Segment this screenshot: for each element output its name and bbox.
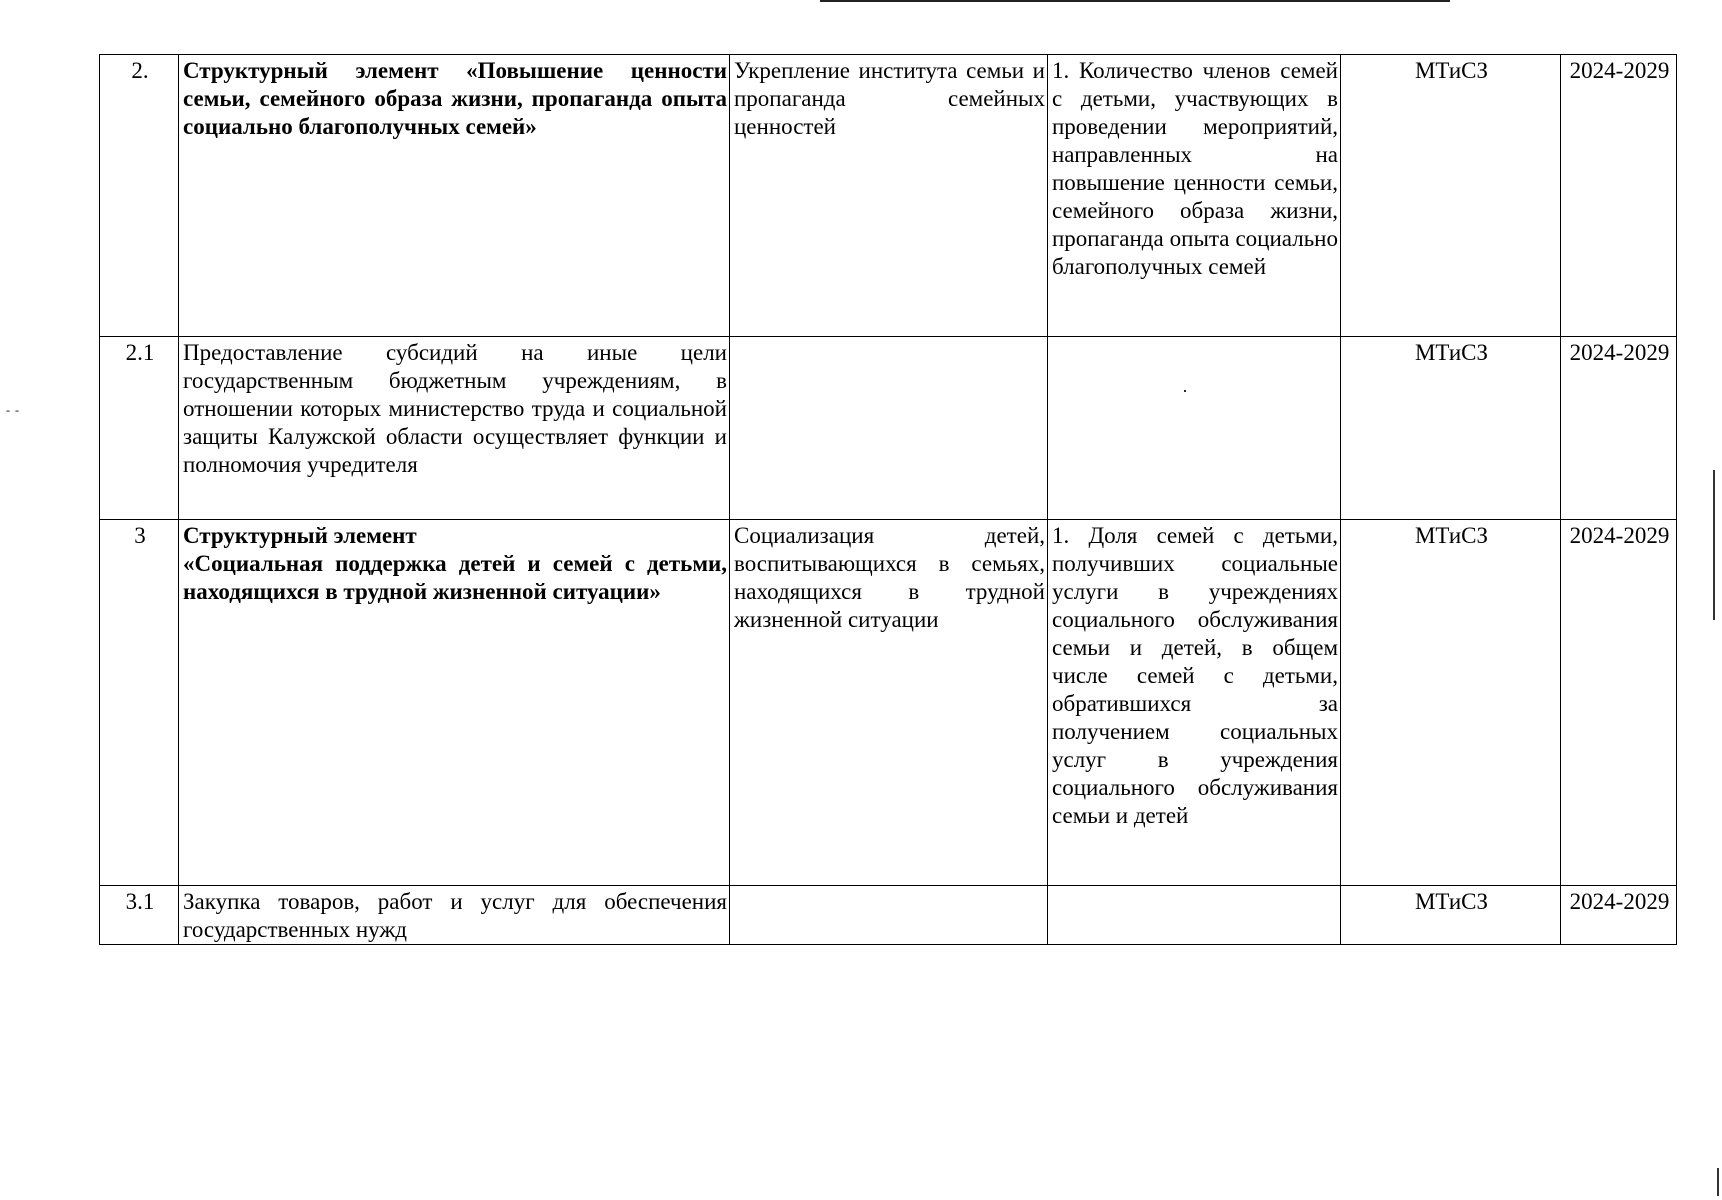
indicator-cell: 1. Количество членов семей с детьми, участвующих в проведении мероприятий, направленных на повышение ценности семьи, семейного образа жизни, пропаганда опыта социально благополучных семей xyxy=(1048,55,1341,337)
period-cell: 2024-2029 xyxy=(1561,886,1677,945)
table-row xyxy=(100,337,1677,520)
executor-cell: МТиСЗ xyxy=(1341,886,1561,945)
structural-element-cell xyxy=(179,520,730,886)
table-row xyxy=(100,520,1677,886)
goal-cell: Укрепление института семьи и пропаганда семейных ценностей xyxy=(730,55,1048,337)
scan-top-line xyxy=(820,0,1450,2)
structural-element-title: Структурный элемент xyxy=(183,523,417,548)
executor-cell: МТиСЗ xyxy=(1341,337,1561,520)
goal-cell xyxy=(730,337,1048,520)
row-number: 2.1 xyxy=(100,337,179,520)
scan-edge-mark xyxy=(1713,470,1715,620)
stray-dot: · xyxy=(1182,381,1188,401)
period-cell: 2024-2029 xyxy=(1561,520,1677,886)
scan-edge-mark xyxy=(1717,1168,1719,1196)
structural-element-cell: Закупка товаров, работ и услуг для обеспечения государственных нужд xyxy=(179,886,730,945)
row-number: 3.1 xyxy=(100,886,179,945)
row-number: 2. xyxy=(100,55,179,337)
indicator-cell: 1. Доля семей с детьми, получивших социальные услуги в учреждениях социального обслуживания семьи и детей, в общем числе семей с детьми, обратившихся за получением социальных услуг в учреждения социального обслуживания семьи и детей xyxy=(1048,520,1341,886)
indicator-cell xyxy=(1048,337,1341,520)
indicator-cell xyxy=(1048,886,1341,945)
row-number: 3 xyxy=(100,520,179,886)
structural-element-name: «Социальная поддержка детей и семей с детьми, находящихся в трудной жизненной ситуации» xyxy=(183,551,727,604)
period-cell: 2024-2029 xyxy=(1561,55,1677,337)
period-cell: 2024-2029 xyxy=(1561,337,1677,520)
executor-cell: МТиСЗ xyxy=(1341,55,1561,337)
executor-cell: МТиСЗ xyxy=(1341,520,1561,886)
table-row xyxy=(100,886,1677,945)
structural-element-cell: Структурный элемент «Повышение ценности семьи, семейного образа жизни, пропаганда опыта социально благополучных семей» xyxy=(179,55,730,337)
scan-margin-mark: - - xyxy=(6,403,20,417)
goal-cell xyxy=(730,886,1048,945)
table-row xyxy=(100,55,1677,337)
goal-cell: Социализация детей, воспитывающихся в семьях, находящихся в трудной жизненной ситуации xyxy=(730,520,1048,886)
program-structure-table xyxy=(99,54,1677,945)
structural-element-cell: Предоставление субсидий на иные цели государственным бюджетным учреждениям, в отношении которых министерство труда и социальной защиты Калужской области осуществляет функции и полномочия учредителя xyxy=(179,337,730,520)
